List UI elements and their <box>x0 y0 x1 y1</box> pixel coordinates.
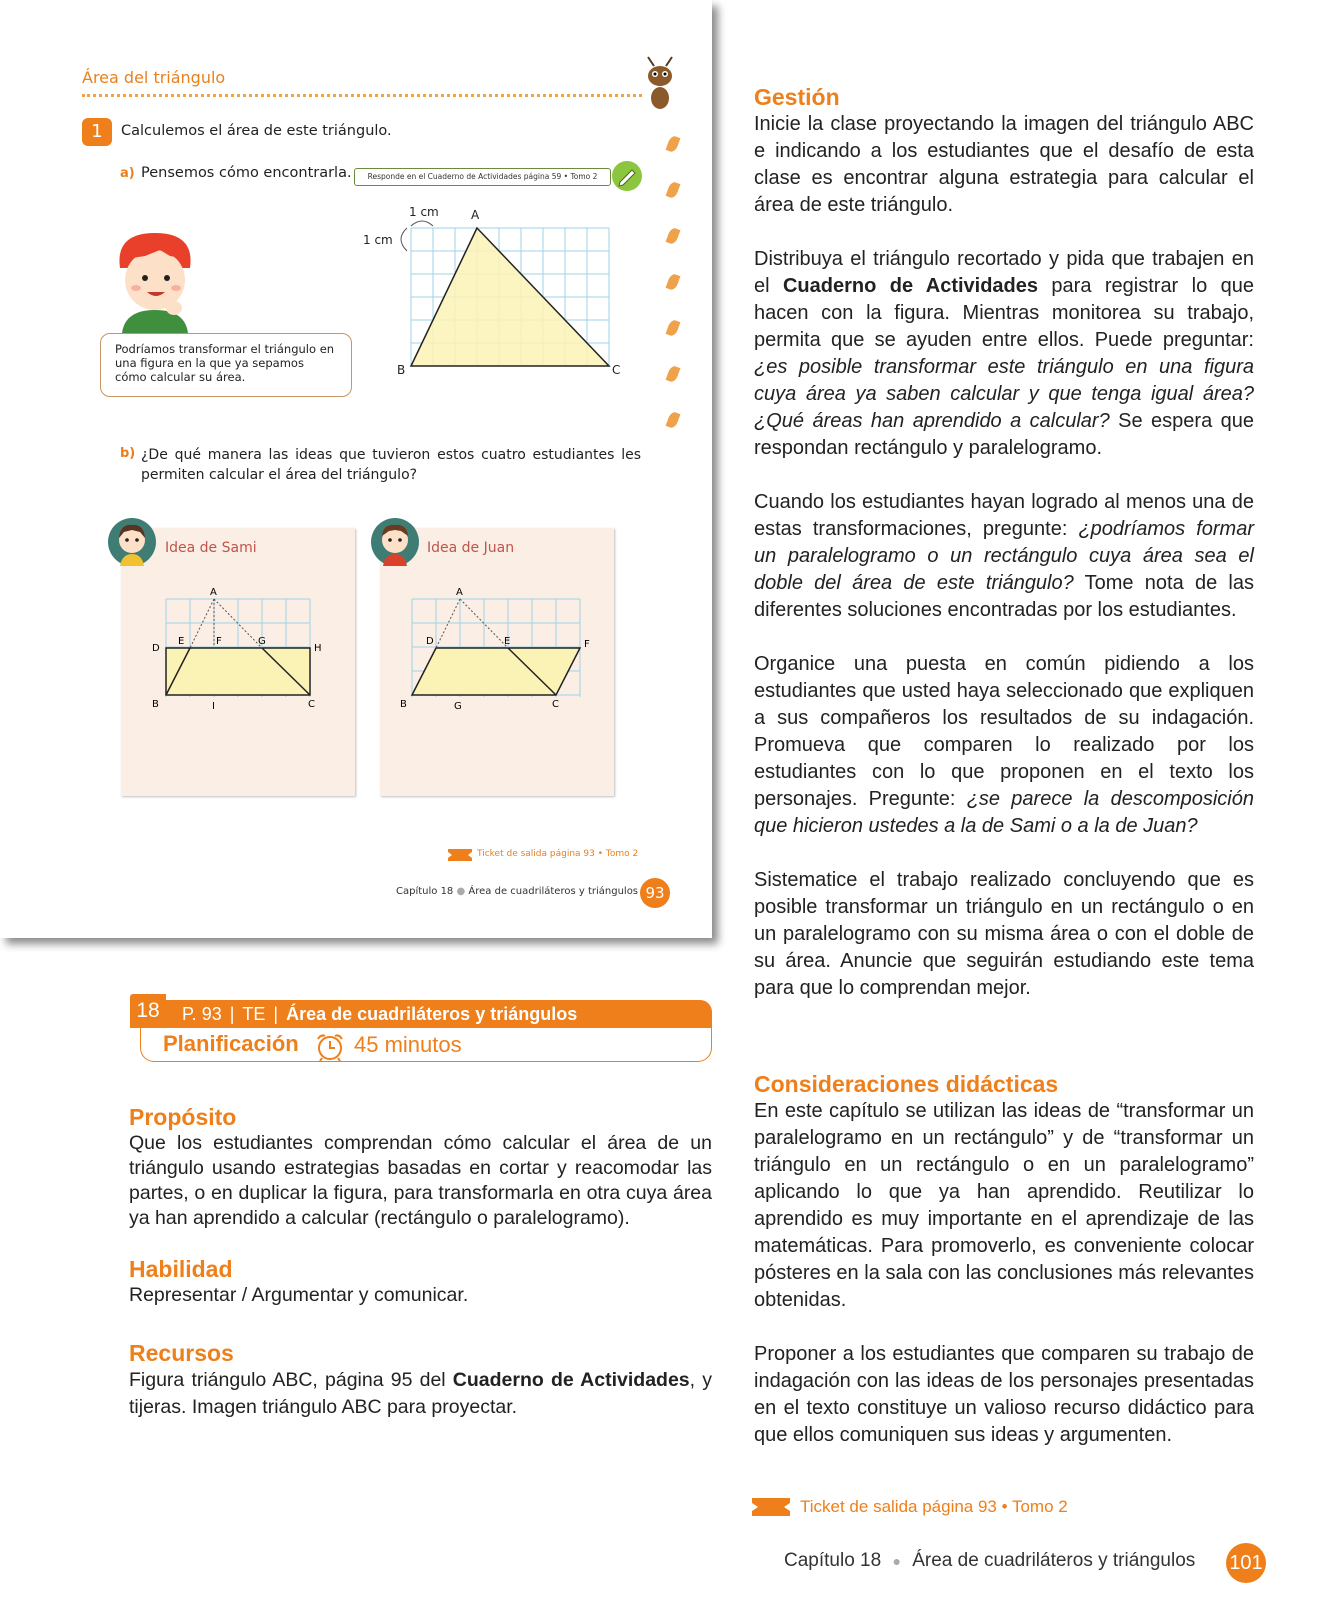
leaf-icon <box>666 273 681 291</box>
svg-text:F: F <box>216 636 222 647</box>
vertex-c-label: C <box>612 363 621 377</box>
chapter-number-badge: 18 <box>130 994 166 1028</box>
consideraciones-section <box>754 1071 1254 1449</box>
gestion-paragraph-2: Distribuya el triángulo recortado y pida que trabajen en el Cuaderno de Actividades para registrar lo que hacen con la figura. Mientras monitorea su trabajo, permita que se ayuden entre ellos. Puede preguntar: ¿es posible transformar este triángulo en una figura cuya área ya saben calcular y que tenga igual área? ¿Qué áreas han aprendido a calcular? Se espera que respondan rectángulo y paralelogramo. <box>754 248 1255 459</box>
proposito-heading: Propósito <box>129 1104 237 1130</box>
footer-topic: Área de cuadriláteros y triángulos <box>912 1550 1196 1571</box>
gestion-paragraph-1: Inicie la clase proyectando la imagen del triángulo ABC e indicando a los estudiantes que el desafío de esta clase es encontrar alguna estrategia para calcular el área de este triángulo. <box>754 113 1254 216</box>
page-ref: P. 93 <box>182 1004 222 1024</box>
svg-text:A: A <box>456 587 463 598</box>
boy-character-illustration <box>110 228 200 333</box>
idea-juan-title: Idea de Juan <box>427 540 515 556</box>
ant-mascot-icon <box>640 54 680 114</box>
consideraciones-paragraph-2: Proponer a los estudiantes que comparen su trabajo de indagación con las ideas de los personajes presentadas en el texto constituye un valioso recurso didáctico para que ellos comuniquen sus ideas y argumenten. <box>754 1343 1254 1446</box>
habilidad-section <box>129 1256 712 1308</box>
planning-topic: Área de cuadriláteros y triángulos <box>286 1004 578 1024</box>
recursos-section <box>129 1340 712 1421</box>
svg-text:H: H <box>314 643 322 654</box>
unit-x-label: 1 cm <box>409 205 439 219</box>
pencil-icon <box>612 161 642 191</box>
svg-text:A: A <box>210 587 217 598</box>
sami-diagram <box>152 585 332 715</box>
ticket-text: Ticket de salida página 93 • Tomo 2 <box>800 1497 1068 1516</box>
gestion-section <box>754 84 1254 1002</box>
svg-text:E: E <box>178 636 185 647</box>
exercise-number-badge: 1 <box>82 118 112 146</box>
juan-diagram <box>398 585 598 715</box>
leaf-icon <box>666 319 681 337</box>
student-page-number: 93 <box>640 878 670 908</box>
habilidad-text: Representar / Argumentar y comunicar. <box>129 1284 469 1306</box>
sami-avatar <box>108 518 156 566</box>
leaf-icon <box>666 135 681 153</box>
exercise-text: Calculemos el área de este triángulo. <box>121 123 392 139</box>
ticket-icon <box>752 1498 790 1516</box>
svg-text:B: B <box>152 699 159 710</box>
planning-duration: 45 minutos <box>354 1032 462 1057</box>
svg-text:G: G <box>258 636 266 647</box>
gestion-paragraph-4: Organice una puesta en común pidiendo a los estudiantes que usted haya seleccionado que expliquen a sus compañeros los resultados de su indagación. Promueva que comparen lo realizado por los estudiantes con lo que proponen en el texto los personajes. Pregunte: ¿se parece la descomposición que hicieron ustedes a la de Sami o a la de Juan? <box>754 653 1254 837</box>
leaf-icon <box>666 411 681 429</box>
gestion-paragraph-3: Cuando los estudiantes hayan logrado al menos una de estas transformaciones, pregunte: ¿podríamos formar un paralelogramo o un rectángulo cuya área sea el doble del área de este triángulo? Tome nota de las diferentes soluciones encontradas por los estudiantes. <box>754 491 1254 621</box>
footer-chapter: Capítulo 18 <box>784 1550 882 1571</box>
consideraciones-paragraph-1: En este capítulo se utilizan las ideas de “transformar un paralelogramo en un rectángulo” y de “transformar un triángulo en un rectángulo o en un paralelogramo” aplicando lo que ya han aprendido. Reutilizar lo aprendido es muy importante en el aprendizaje de las matemáticas. Para promoverlo, es conveniente colocar pósteres en la sala con las conclusiones más relevantes obtenidas. <box>754 1100 1254 1311</box>
proposito-text: Que los estudiantes comprendan cómo calcular el área de un triángulo usando estrategias basadas en cortar y reacomodar las partes, o en duplicar la figura, para transformarla en otra cuya área ya han aprendido a calcular (rectángulo o paralelogramo). <box>129 1132 712 1229</box>
part-a-text: Pensemos cómo encontrarla. <box>141 165 352 181</box>
student-page-image <box>0 0 712 938</box>
habilidad-heading: Habilidad <box>129 1256 233 1282</box>
svg-text:D: D <box>152 643 160 654</box>
vertex-b-label: B <box>397 363 406 377</box>
gestion-heading: Gestión <box>754 84 840 110</box>
part-b-text: ¿De qué manera las ideas que tuvieron estos cuatro estudiantes les permiten calcular el área del triángulo? <box>141 447 641 483</box>
svg-text:C: C <box>308 699 315 710</box>
part-a-label: a) <box>120 166 135 181</box>
idea-sami-title: Idea de Sami <box>165 540 257 556</box>
leaf-icon <box>666 181 681 199</box>
speech-bubble: Podríamos transformar el triángulo en una figura en la que ya sepamos cómo calcular su área. <box>100 333 352 397</box>
planning-title-bar: P. 93 | TE | Área de cuadriláteros y triángulos <box>166 1000 712 1028</box>
svg-text:C: C <box>552 699 559 710</box>
gestion-paragraph-5: Sistematice el trabajo realizado concluyendo que es posible transformar un triángulo en un rectángulo o en un paralelogramo con su misma área o con el doble de su área. Anuncie que seguirán estudiando este tema para que lo comprendan mejor. <box>754 869 1254 999</box>
student-footer: Capítulo 18 ● Área de cuadriláteros y triángulos <box>396 886 639 897</box>
vertex-a-label: A <box>471 208 480 222</box>
juan-avatar <box>371 518 419 566</box>
unit-y-label: 1 cm <box>363 233 393 247</box>
dotted-divider <box>82 94 642 97</box>
student-section-title: Área del triángulo <box>82 68 226 87</box>
leaf-icon <box>666 365 681 383</box>
svg-text:D: D <box>426 636 434 647</box>
te-label: TE <box>242 1004 266 1024</box>
page-number: 101 <box>1226 1543 1266 1583</box>
ticket-icon <box>448 849 472 861</box>
svg-text:F: F <box>584 639 590 650</box>
recursos-text: Figura triángulo ABC, página 95 del Cuaderno de Actividades, y tijeras. Imagen triángulo ABC para proyectar. <box>129 1369 712 1418</box>
part-b-label: b) <box>120 446 136 461</box>
svg-text:B: B <box>400 699 407 710</box>
planning-label: Planificación <box>163 1031 299 1056</box>
student-ticket-text: Ticket de salida página 93 • Tomo 2 <box>477 849 639 859</box>
svg-text:E: E <box>504 636 511 647</box>
respond-note: Responde en el Cuaderno de Actividades página 59 • Tomo 2 <box>354 168 611 186</box>
leaf-icon <box>666 227 681 245</box>
page-footer: Capítulo 18 ● Área de cuadriláteros y triángulos <box>784 1550 1196 1571</box>
triangle-abc-figure <box>355 204 635 384</box>
svg-text:G: G <box>454 701 462 712</box>
consideraciones-heading: Consideraciones didácticas <box>754 1071 1059 1097</box>
alarm-clock-icon <box>314 1032 346 1062</box>
svg-text:I: I <box>212 701 215 712</box>
proposito-section <box>129 1104 712 1231</box>
recursos-heading: Recursos <box>129 1340 234 1366</box>
